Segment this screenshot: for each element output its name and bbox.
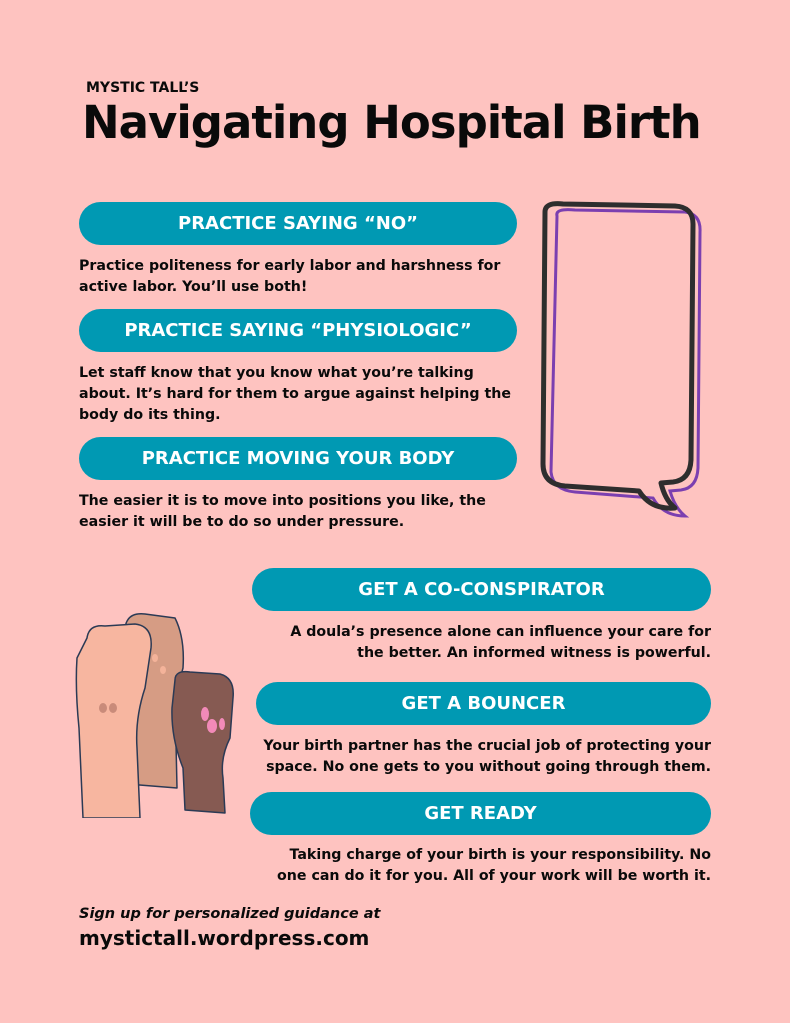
section-body-co-conspirator xyxy=(290,622,711,664)
body-line: The easier it is to move into positions you like, the xyxy=(79,493,486,509)
section-heading-ready: GET READY xyxy=(250,792,711,835)
section-body-physiologic xyxy=(79,363,511,426)
section-body-moving xyxy=(79,491,486,533)
body-line: Your birth partner has the crucial job of protecting your xyxy=(263,738,711,754)
body-line: body do its thing. xyxy=(79,407,221,423)
body-line: easier it will be to do so under pressure. xyxy=(79,514,405,530)
body-line: about. It’s hard for them to argue against helping the xyxy=(79,386,511,402)
body-line: Practice politeness for early labor and harshness for xyxy=(79,258,501,274)
section-heading-bouncer: GET A BOUNCER xyxy=(256,682,711,725)
section-body-no xyxy=(79,256,500,298)
section-body-ready xyxy=(277,845,711,887)
body-line: active labor. You’ll use both! xyxy=(79,279,308,295)
section-body-bouncer xyxy=(263,736,711,778)
speech-bubble-icon xyxy=(535,198,710,528)
raised-fists-icon xyxy=(75,608,245,818)
page-title: Navigating Hospital Birth xyxy=(82,96,701,149)
section-heading-moving: PRACTICE MOVING YOUR BODY xyxy=(79,437,517,480)
signup-cta: Sign up for personalized guidance at xyxy=(79,906,381,922)
body-line: Let staff know that you know what you’re talking xyxy=(79,365,474,381)
section-heading-co-conspirator: GET A CO-CONSPIRATOR xyxy=(252,568,711,611)
section-heading-no: PRACTICE SAYING “NO” xyxy=(79,202,517,245)
body-line: A doula’s presence alone can influence your care for xyxy=(290,624,711,640)
body-line: the better. An informed witness is powerful. xyxy=(357,645,711,661)
body-line: Taking charge of your birth is your responsibility. No xyxy=(289,847,711,863)
section-heading-physiologic: PRACTICE SAYING “PHYSIOLOGIC” xyxy=(79,309,517,352)
website-link[interactable]: mystictall.wordpress.com xyxy=(79,926,370,950)
body-line: space. No one gets to you without going through them. xyxy=(266,759,711,775)
body-line: one can do it for you. All of your work will be worth it. xyxy=(277,868,711,884)
brand-kicker: MYSTIC TALL’S xyxy=(86,80,200,96)
